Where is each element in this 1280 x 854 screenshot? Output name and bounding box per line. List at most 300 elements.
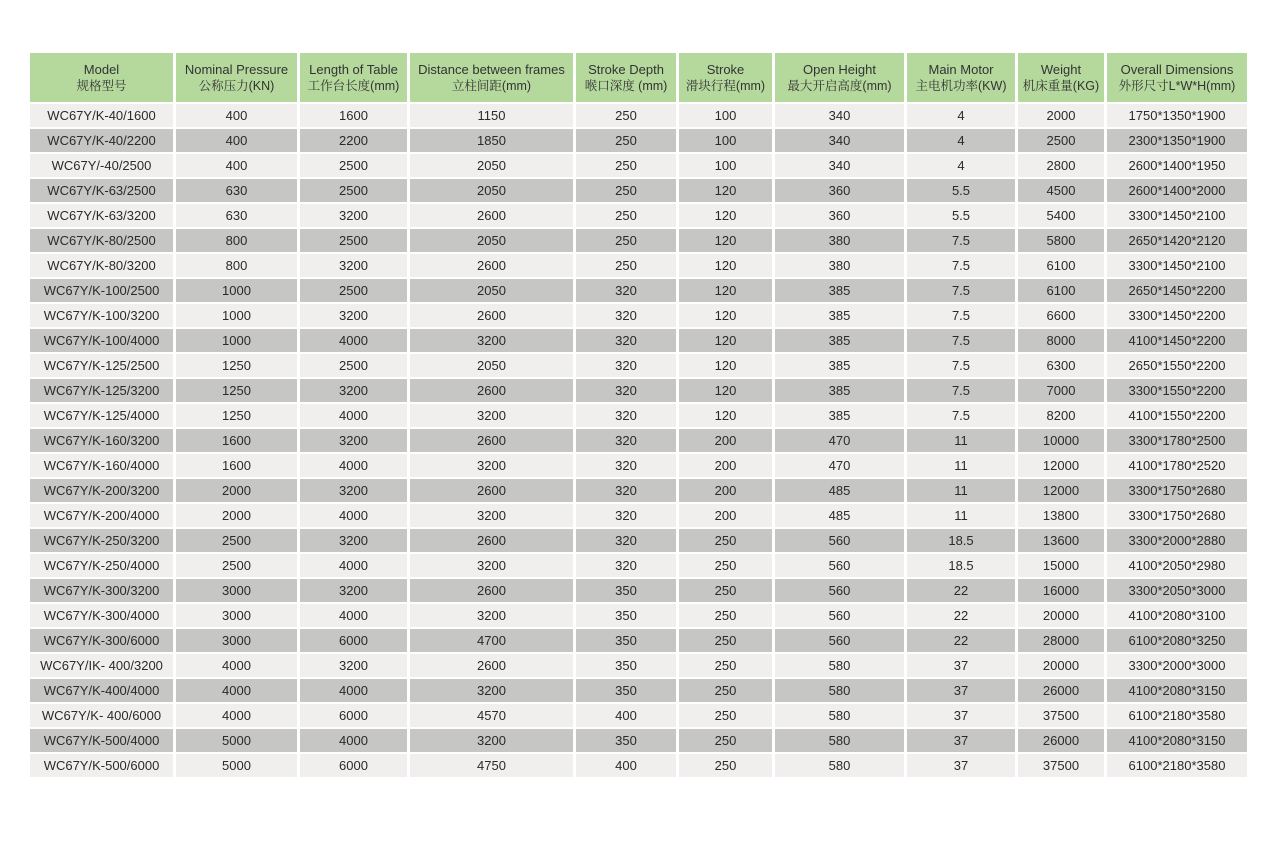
cell-overall-dimensions: 4100*2080*3100 xyxy=(1107,604,1247,627)
cell-weight: 6100 xyxy=(1018,254,1104,277)
cell-frame-distance: 3200 xyxy=(410,404,573,427)
cell-weight: 15000 xyxy=(1018,554,1104,577)
cell-open-height: 385 xyxy=(775,304,904,327)
column-header-en: Distance between frames xyxy=(418,61,565,77)
column-header-open-height xyxy=(775,53,904,102)
cell-frame-distance: 2600 xyxy=(410,479,573,502)
column-header-zh: 喉口深度 (mm) xyxy=(584,79,668,94)
cell-main-motor: 5.5 xyxy=(907,204,1015,227)
cell-model: WC67Y/K-100/4000 xyxy=(30,329,173,352)
cell-weight: 37500 xyxy=(1018,754,1104,777)
cell-stroke: 100 xyxy=(679,129,772,152)
cell-model: WC67Y/K-250/3200 xyxy=(30,529,173,552)
cell-weight: 26000 xyxy=(1018,729,1104,752)
cell-stroke-depth: 320 xyxy=(576,479,676,502)
cell-overall-dimensions: 1750*1350*1900 xyxy=(1107,104,1247,127)
cell-stroke-depth: 320 xyxy=(576,504,676,527)
cell-model: WC67Y/K-125/4000 xyxy=(30,404,173,427)
cell-overall-dimensions: 3300*1750*2680 xyxy=(1107,479,1247,502)
cell-frame-distance: 2050 xyxy=(410,179,573,202)
cell-open-height: 380 xyxy=(775,254,904,277)
cell-table-length: 6000 xyxy=(300,704,407,727)
table-row xyxy=(30,379,1247,402)
cell-weight: 2500 xyxy=(1018,129,1104,152)
cell-open-height: 560 xyxy=(775,529,904,552)
cell-stroke-depth: 350 xyxy=(576,629,676,652)
cell-weight: 6300 xyxy=(1018,354,1104,377)
cell-frame-distance: 4700 xyxy=(410,629,573,652)
cell-open-height: 470 xyxy=(775,454,904,477)
cell-overall-dimensions: 3300*2000*3000 xyxy=(1107,654,1247,677)
cell-table-length: 6000 xyxy=(300,629,407,652)
cell-nominal-pressure: 1000 xyxy=(176,329,297,352)
cell-overall-dimensions: 6100*2180*3580 xyxy=(1107,704,1247,727)
cell-stroke: 200 xyxy=(679,429,772,452)
cell-open-height: 560 xyxy=(775,629,904,652)
cell-nominal-pressure: 1250 xyxy=(176,404,297,427)
cell-stroke: 200 xyxy=(679,504,772,527)
cell-overall-dimensions: 4100*2080*3150 xyxy=(1107,679,1247,702)
cell-table-length: 3200 xyxy=(300,479,407,502)
cell-model: WC67Y/K-300/4000 xyxy=(30,604,173,627)
cell-overall-dimensions: 2300*1350*1900 xyxy=(1107,129,1247,152)
cell-open-height: 385 xyxy=(775,329,904,352)
cell-weight: 16000 xyxy=(1018,579,1104,602)
table-row xyxy=(30,629,1247,652)
cell-nominal-pressure: 4000 xyxy=(176,679,297,702)
cell-stroke: 100 xyxy=(679,154,772,177)
column-header-stroke-depth xyxy=(576,53,676,102)
cell-weight: 8200 xyxy=(1018,404,1104,427)
cell-open-height: 560 xyxy=(775,604,904,627)
cell-table-length: 4000 xyxy=(300,604,407,627)
cell-frame-distance: 3200 xyxy=(410,604,573,627)
cell-nominal-pressure: 1600 xyxy=(176,429,297,452)
cell-overall-dimensions: 3300*1450*2100 xyxy=(1107,204,1247,227)
cell-table-length: 2500 xyxy=(300,279,407,302)
cell-nominal-pressure: 3000 xyxy=(176,629,297,652)
column-header-zh: 公称压力(KN) xyxy=(198,79,275,94)
table-row xyxy=(30,704,1247,727)
cell-table-length: 2200 xyxy=(300,129,407,152)
column-header-zh: 机床重量(KG) xyxy=(1022,79,1100,94)
cell-main-motor: 11 xyxy=(907,479,1015,502)
cell-stroke-depth: 350 xyxy=(576,729,676,752)
cell-open-height: 380 xyxy=(775,229,904,252)
cell-model: WC67Y/K-125/2500 xyxy=(30,354,173,377)
cell-overall-dimensions: 4100*2080*3150 xyxy=(1107,729,1247,752)
column-header-table-length xyxy=(300,53,407,102)
cell-stroke-depth: 350 xyxy=(576,604,676,627)
cell-table-length: 3200 xyxy=(300,429,407,452)
cell-overall-dimensions: 4100*2050*2980 xyxy=(1107,554,1247,577)
column-header-zh: 外形尺寸L*W*H(mm) xyxy=(1118,79,1236,94)
cell-frame-distance: 2600 xyxy=(410,304,573,327)
cell-model: WC67Y/K-100/2500 xyxy=(30,279,173,302)
column-header-zh: 工作台长度(mm) xyxy=(307,79,400,94)
cell-overall-dimensions: 3300*1780*2500 xyxy=(1107,429,1247,452)
cell-stroke-depth: 250 xyxy=(576,154,676,177)
cell-table-length: 4000 xyxy=(300,454,407,477)
cell-main-motor: 37 xyxy=(907,679,1015,702)
cell-stroke-depth: 320 xyxy=(576,304,676,327)
cell-stroke: 250 xyxy=(679,754,772,777)
cell-weight: 13800 xyxy=(1018,504,1104,527)
table-row xyxy=(30,754,1247,777)
column-header-weight xyxy=(1018,53,1104,102)
cell-open-height: 385 xyxy=(775,404,904,427)
cell-open-height: 560 xyxy=(775,554,904,577)
cell-main-motor: 11 xyxy=(907,504,1015,527)
cell-nominal-pressure: 5000 xyxy=(176,729,297,752)
cell-table-length: 4000 xyxy=(300,329,407,352)
cell-overall-dimensions: 3300*1450*2200 xyxy=(1107,304,1247,327)
cell-table-length: 3200 xyxy=(300,379,407,402)
cell-weight: 2800 xyxy=(1018,154,1104,177)
cell-frame-distance: 4750 xyxy=(410,754,573,777)
cell-overall-dimensions: 2650*1420*2120 xyxy=(1107,229,1247,252)
column-header-zh: 最大开启高度(mm) xyxy=(787,79,892,94)
cell-overall-dimensions: 4100*1550*2200 xyxy=(1107,404,1247,427)
column-header-nominal-pressure xyxy=(176,53,297,102)
cell-stroke: 250 xyxy=(679,629,772,652)
cell-nominal-pressure: 2000 xyxy=(176,479,297,502)
cell-main-motor: 22 xyxy=(907,629,1015,652)
column-header-en: Nominal Pressure xyxy=(184,61,289,77)
cell-stroke-depth: 320 xyxy=(576,454,676,477)
column-header-zh: 规格型号 xyxy=(76,79,127,94)
table-row xyxy=(30,179,1247,202)
cell-table-length: 3200 xyxy=(300,579,407,602)
cell-nominal-pressure: 800 xyxy=(176,254,297,277)
table-row xyxy=(30,329,1247,352)
cell-open-height: 385 xyxy=(775,279,904,302)
table-row xyxy=(30,204,1247,227)
cell-main-motor: 22 xyxy=(907,579,1015,602)
cell-nominal-pressure: 800 xyxy=(176,229,297,252)
cell-stroke: 120 xyxy=(679,354,772,377)
cell-open-height: 340 xyxy=(775,104,904,127)
cell-nominal-pressure: 1600 xyxy=(176,454,297,477)
cell-table-length: 2500 xyxy=(300,354,407,377)
cell-model: WC67Y/K- 400/6000 xyxy=(30,704,173,727)
cell-model: WC67Y/K-500/6000 xyxy=(30,754,173,777)
cell-nominal-pressure: 2500 xyxy=(176,529,297,552)
cell-weight: 13600 xyxy=(1018,529,1104,552)
cell-table-length: 3200 xyxy=(300,254,407,277)
cell-frame-distance: 2600 xyxy=(410,379,573,402)
cell-nominal-pressure: 1000 xyxy=(176,304,297,327)
cell-nominal-pressure: 5000 xyxy=(176,754,297,777)
column-header-model xyxy=(30,53,173,102)
table-row xyxy=(30,104,1247,127)
cell-frame-distance: 2600 xyxy=(410,254,573,277)
cell-model: WC67Y/K-300/6000 xyxy=(30,629,173,652)
cell-frame-distance: 2050 xyxy=(410,154,573,177)
cell-open-height: 580 xyxy=(775,754,904,777)
cell-model: WC67Y/K-200/3200 xyxy=(30,479,173,502)
cell-stroke: 120 xyxy=(679,204,772,227)
column-header-en: Main Motor xyxy=(928,61,994,77)
table-row xyxy=(30,454,1247,477)
cell-overall-dimensions: 3300*1750*2680 xyxy=(1107,504,1247,527)
cell-table-length: 3200 xyxy=(300,304,407,327)
cell-stroke: 250 xyxy=(679,579,772,602)
cell-stroke: 250 xyxy=(679,554,772,577)
cell-stroke-depth: 320 xyxy=(576,404,676,427)
cell-stroke: 120 xyxy=(679,304,772,327)
cell-model: WC67Y/K-40/2200 xyxy=(30,129,173,152)
cell-nominal-pressure: 630 xyxy=(176,179,297,202)
cell-nominal-pressure: 400 xyxy=(176,104,297,127)
cell-stroke: 120 xyxy=(679,179,772,202)
cell-frame-distance: 3200 xyxy=(410,729,573,752)
cell-main-motor: 7.5 xyxy=(907,404,1015,427)
cell-weight: 26000 xyxy=(1018,679,1104,702)
cell-open-height: 340 xyxy=(775,154,904,177)
cell-stroke-depth: 320 xyxy=(576,429,676,452)
cell-frame-distance: 2050 xyxy=(410,279,573,302)
cell-table-length: 3200 xyxy=(300,654,407,677)
cell-main-motor: 7.5 xyxy=(907,354,1015,377)
table-row xyxy=(30,679,1247,702)
cell-model: WC67Y/K-125/3200 xyxy=(30,379,173,402)
cell-main-motor: 7.5 xyxy=(907,379,1015,402)
cell-stroke-depth: 320 xyxy=(576,279,676,302)
cell-frame-distance: 1150 xyxy=(410,104,573,127)
cell-weight: 7000 xyxy=(1018,379,1104,402)
cell-open-height: 485 xyxy=(775,504,904,527)
column-header-en: Length of Table xyxy=(309,61,398,77)
table-row xyxy=(30,354,1247,377)
cell-model: WC67Y/K-300/3200 xyxy=(30,579,173,602)
cell-stroke-depth: 250 xyxy=(576,204,676,227)
cell-frame-distance: 2600 xyxy=(410,654,573,677)
table-row xyxy=(30,304,1247,327)
cell-stroke: 120 xyxy=(679,379,772,402)
cell-stroke-depth: 250 xyxy=(576,129,676,152)
cell-open-height: 340 xyxy=(775,129,904,152)
cell-stroke-depth: 400 xyxy=(576,704,676,727)
cell-main-motor: 7.5 xyxy=(907,329,1015,352)
cell-table-length: 4000 xyxy=(300,679,407,702)
cell-table-length: 3200 xyxy=(300,204,407,227)
cell-stroke: 120 xyxy=(679,404,772,427)
spec-table xyxy=(27,51,1250,779)
cell-stroke-depth: 350 xyxy=(576,579,676,602)
table-row xyxy=(30,504,1247,527)
cell-main-motor: 7.5 xyxy=(907,304,1015,327)
cell-frame-distance: 2600 xyxy=(410,204,573,227)
cell-main-motor: 7.5 xyxy=(907,279,1015,302)
cell-model: WC67Y/IK- 400/3200 xyxy=(30,654,173,677)
column-header-zh: 滑块行程(mm) xyxy=(685,79,766,94)
cell-stroke-depth: 320 xyxy=(576,529,676,552)
cell-stroke: 200 xyxy=(679,479,772,502)
table-body xyxy=(30,104,1247,777)
cell-stroke: 250 xyxy=(679,604,772,627)
cell-open-height: 580 xyxy=(775,729,904,752)
table-row xyxy=(30,554,1247,577)
column-header-en: Stroke Depth xyxy=(588,61,664,77)
table-row xyxy=(30,229,1247,252)
cell-open-height: 560 xyxy=(775,579,904,602)
cell-overall-dimensions: 3300*1550*2200 xyxy=(1107,379,1247,402)
cell-stroke-depth: 320 xyxy=(576,554,676,577)
cell-weight: 2000 xyxy=(1018,104,1104,127)
cell-model: WC67Y/K-63/2500 xyxy=(30,179,173,202)
cell-stroke: 200 xyxy=(679,454,772,477)
cell-frame-distance: 2600 xyxy=(410,579,573,602)
cell-stroke: 250 xyxy=(679,679,772,702)
cell-main-motor: 37 xyxy=(907,729,1015,752)
cell-stroke: 120 xyxy=(679,254,772,277)
cell-main-motor: 7.5 xyxy=(907,254,1015,277)
cell-stroke: 120 xyxy=(679,329,772,352)
table-row xyxy=(30,529,1247,552)
cell-stroke: 250 xyxy=(679,729,772,752)
cell-stroke: 120 xyxy=(679,279,772,302)
cell-model: WC67Y/K-80/2500 xyxy=(30,229,173,252)
cell-weight: 10000 xyxy=(1018,429,1104,452)
cell-nominal-pressure: 400 xyxy=(176,129,297,152)
cell-nominal-pressure: 630 xyxy=(176,204,297,227)
cell-nominal-pressure: 3000 xyxy=(176,604,297,627)
cell-nominal-pressure: 2500 xyxy=(176,554,297,577)
cell-stroke-depth: 250 xyxy=(576,254,676,277)
cell-stroke: 120 xyxy=(679,229,772,252)
cell-main-motor: 37 xyxy=(907,654,1015,677)
cell-model: WC67Y/K-63/3200 xyxy=(30,204,173,227)
cell-model: WC67Y/K-100/3200 xyxy=(30,304,173,327)
cell-model: WC67Y/K-200/4000 xyxy=(30,504,173,527)
cell-stroke-depth: 320 xyxy=(576,329,676,352)
cell-model: WC67Y/K-160/3200 xyxy=(30,429,173,452)
column-header-zh: 主电机功率(KW) xyxy=(915,79,1007,94)
cell-stroke-depth: 250 xyxy=(576,229,676,252)
cell-frame-distance: 3200 xyxy=(410,679,573,702)
table-row xyxy=(30,254,1247,277)
cell-main-motor: 22 xyxy=(907,604,1015,627)
cell-overall-dimensions: 3300*1450*2100 xyxy=(1107,254,1247,277)
table-row xyxy=(30,479,1247,502)
table-row xyxy=(30,404,1247,427)
cell-nominal-pressure: 3000 xyxy=(176,579,297,602)
cell-table-length: 4000 xyxy=(300,729,407,752)
cell-overall-dimensions: 4100*1780*2520 xyxy=(1107,454,1247,477)
cell-frame-distance: 3200 xyxy=(410,554,573,577)
cell-weight: 8000 xyxy=(1018,329,1104,352)
cell-nominal-pressure: 400 xyxy=(176,154,297,177)
cell-model: WC67Y/K-80/3200 xyxy=(30,254,173,277)
column-header-main-motor xyxy=(907,53,1015,102)
cell-stroke-depth: 250 xyxy=(576,104,676,127)
column-header-en: Weight xyxy=(1040,61,1082,77)
cell-frame-distance: 4570 xyxy=(410,704,573,727)
cell-overall-dimensions: 6100*2180*3580 xyxy=(1107,754,1247,777)
cell-stroke: 250 xyxy=(679,654,772,677)
cell-table-length: 2500 xyxy=(300,179,407,202)
cell-weight: 20000 xyxy=(1018,654,1104,677)
cell-overall-dimensions: 6100*2080*3250 xyxy=(1107,629,1247,652)
column-header-en: Stroke xyxy=(706,61,745,77)
cell-frame-distance: 1850 xyxy=(410,129,573,152)
table-row xyxy=(30,654,1247,677)
cell-open-height: 580 xyxy=(775,704,904,727)
cell-frame-distance: 2050 xyxy=(410,354,573,377)
cell-nominal-pressure: 1000 xyxy=(176,279,297,302)
cell-overall-dimensions: 2600*1400*1950 xyxy=(1107,154,1247,177)
cell-nominal-pressure: 1250 xyxy=(176,379,297,402)
cell-open-height: 580 xyxy=(775,654,904,677)
cell-main-motor: 18.5 xyxy=(907,529,1015,552)
cell-nominal-pressure: 1250 xyxy=(176,354,297,377)
cell-frame-distance: 3200 xyxy=(410,454,573,477)
cell-frame-distance: 3200 xyxy=(410,504,573,527)
cell-open-height: 485 xyxy=(775,479,904,502)
cell-main-motor: 7.5 xyxy=(907,229,1015,252)
cell-table-length: 4000 xyxy=(300,504,407,527)
cell-table-length: 4000 xyxy=(300,554,407,577)
table-row xyxy=(30,129,1247,152)
cell-stroke: 250 xyxy=(679,529,772,552)
cell-main-motor: 37 xyxy=(907,754,1015,777)
cell-stroke-depth: 400 xyxy=(576,754,676,777)
cell-stroke-depth: 350 xyxy=(576,654,676,677)
cell-weight: 20000 xyxy=(1018,604,1104,627)
cell-weight: 28000 xyxy=(1018,629,1104,652)
cell-stroke: 250 xyxy=(679,704,772,727)
cell-stroke-depth: 320 xyxy=(576,379,676,402)
cell-main-motor: 4 xyxy=(907,129,1015,152)
table-row xyxy=(30,429,1247,452)
cell-weight: 12000 xyxy=(1018,454,1104,477)
cell-frame-distance: 3200 xyxy=(410,329,573,352)
cell-main-motor: 11 xyxy=(907,429,1015,452)
header-row xyxy=(30,53,1247,102)
cell-model: WC67Y/K-40/1600 xyxy=(30,104,173,127)
cell-model: WC67Y/K-160/4000 xyxy=(30,454,173,477)
cell-overall-dimensions: 3300*2050*3000 xyxy=(1107,579,1247,602)
cell-table-length: 2500 xyxy=(300,229,407,252)
cell-nominal-pressure: 4000 xyxy=(176,654,297,677)
table-row xyxy=(30,604,1247,627)
cell-open-height: 580 xyxy=(775,679,904,702)
cell-table-length: 4000 xyxy=(300,404,407,427)
cell-main-motor: 37 xyxy=(907,704,1015,727)
cell-weight: 12000 xyxy=(1018,479,1104,502)
cell-main-motor: 18.5 xyxy=(907,554,1015,577)
cell-table-length: 3200 xyxy=(300,529,407,552)
cell-main-motor: 5.5 xyxy=(907,179,1015,202)
cell-weight: 5400 xyxy=(1018,204,1104,227)
cell-model: WC67Y/K-500/4000 xyxy=(30,729,173,752)
cell-main-motor: 11 xyxy=(907,454,1015,477)
cell-weight: 4500 xyxy=(1018,179,1104,202)
cell-table-length: 6000 xyxy=(300,754,407,777)
cell-overall-dimensions: 2600*1400*2000 xyxy=(1107,179,1247,202)
cell-overall-dimensions: 3300*2000*2880 xyxy=(1107,529,1247,552)
cell-frame-distance: 2050 xyxy=(410,229,573,252)
cell-nominal-pressure: 2000 xyxy=(176,504,297,527)
cell-nominal-pressure: 4000 xyxy=(176,704,297,727)
cell-model: WC67Y/K-400/4000 xyxy=(30,679,173,702)
column-header-zh: 立柱间距(mm) xyxy=(451,79,532,94)
cell-frame-distance: 2600 xyxy=(410,529,573,552)
cell-frame-distance: 2600 xyxy=(410,429,573,452)
column-header-frame-distance xyxy=(410,53,573,102)
cell-weight: 6100 xyxy=(1018,279,1104,302)
